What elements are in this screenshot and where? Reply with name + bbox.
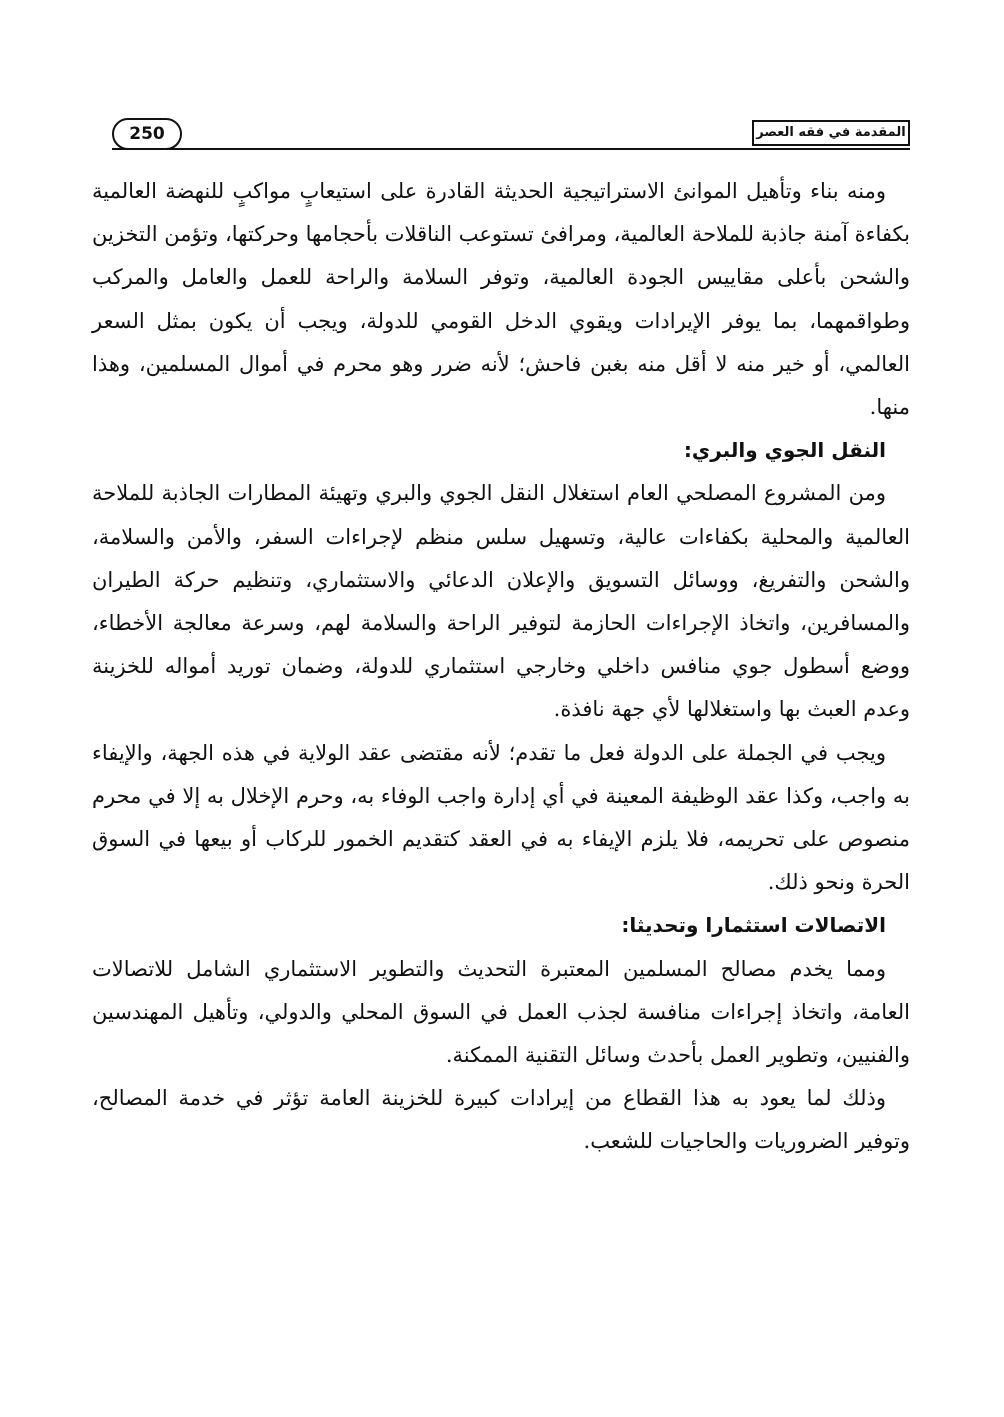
paragraph-telecom-revenue: وذلك لما يعود به هذا القطاع من إيرادات كبيرة للخزينة العامة تؤثر في خدمة المصالح، وتوفير الضروريات والحاجيات للشعب. bbox=[92, 1086, 910, 1154]
section-heading-air-land-transport: النقل الجوي والبري: bbox=[683, 438, 886, 463]
page-body bbox=[92, 170, 910, 1164]
page-header bbox=[112, 118, 910, 152]
paragraph-telecom-development: ومما يخدم مصالح المسلمين المعتبرة التحديث والتطوير الاستثماري الشامل للاتصالات العامة، واتخاذ إجراءات منافسة لجذب العمل في السوق المحلي والدولي، وتأهيل المهندسين والفنيين، وتطوير العمل بأحدث وسائل التقنية الممكنة. bbox=[92, 956, 910, 1068]
paragraph-state-obligation: ويجب في الجملة على الدولة فعل ما تقدم؛ لأنه مقتضى عقد الولاية في هذه الجهة، والإيفاء به واجب، وكذا عقد الوظيفة المعينة في أي إدارة واجب الوفاء به، وحرم الإخلال به إلا في محرم منصوص على تحريمه، فلا يلزم الإيفاء به في العقد كتقديم الخمور للركاب أو بيعها في السوق الحرة ونحو ذلك. bbox=[92, 740, 910, 895]
page-number: 250 bbox=[112, 118, 182, 150]
paragraph-ports: ومنه بناء وتأهيل الموانئ الاستراتيجية الحديثة القادرة على استيعابٍ مواكبٍ للنهضة العالمية بكفاءة آمنة جاذبة للملاحة العالمية، ومرافئ تستوعب الناقلات بأحجامها وحركتها، وتؤمن التخزين والشحن بأعلى مقاييس الجودة العالمية، وتوفر السلامة والراحة للعمل والعامل والمركب وطواقمهما، بما يوفر الإيرادات ويقوي الدخل القومي للدولة، ويجب أن يكون بمثل السعر العالمي، أو خير منه لا أقل منه بغبن فاحش؛ لأنه ضرر وهو محرم في أموال المسلمين، وهذا منها. bbox=[92, 179, 910, 420]
paragraph-air-land-transport: ومن المشروع المصلحي العام استغلال النقل الجوي والبري وتهيئة المطارات الجاذبة للملاحة العالمية والمحلية بكفاءات عالية، وتسهيل سلس منظم لإجراءات السفر، والأمن والسلامة، والشحن والتفريغ، ووسائل التسويق والإعلان الدعائي والاستثماري، وتنظيم حركة الطيران والمسافرين، واتخاذ الإجراءات الحازمة لتوفير الراحة والسلامة لهم، وسرعة معالجة الأخطاء، ووضع أسطول جوي منافس داخلي وخارجي استثماري للدولة، وضمان توريد أمواله للخزينة وعدم العبث بها واستغلالها لأي جهة نافذة. bbox=[92, 481, 910, 722]
header-rule bbox=[112, 148, 910, 150]
book-title: المقدمة في فقه العصر bbox=[752, 120, 910, 146]
section-heading-telecommunications: الاتصالات استثمارا وتحديثا: bbox=[621, 913, 886, 938]
